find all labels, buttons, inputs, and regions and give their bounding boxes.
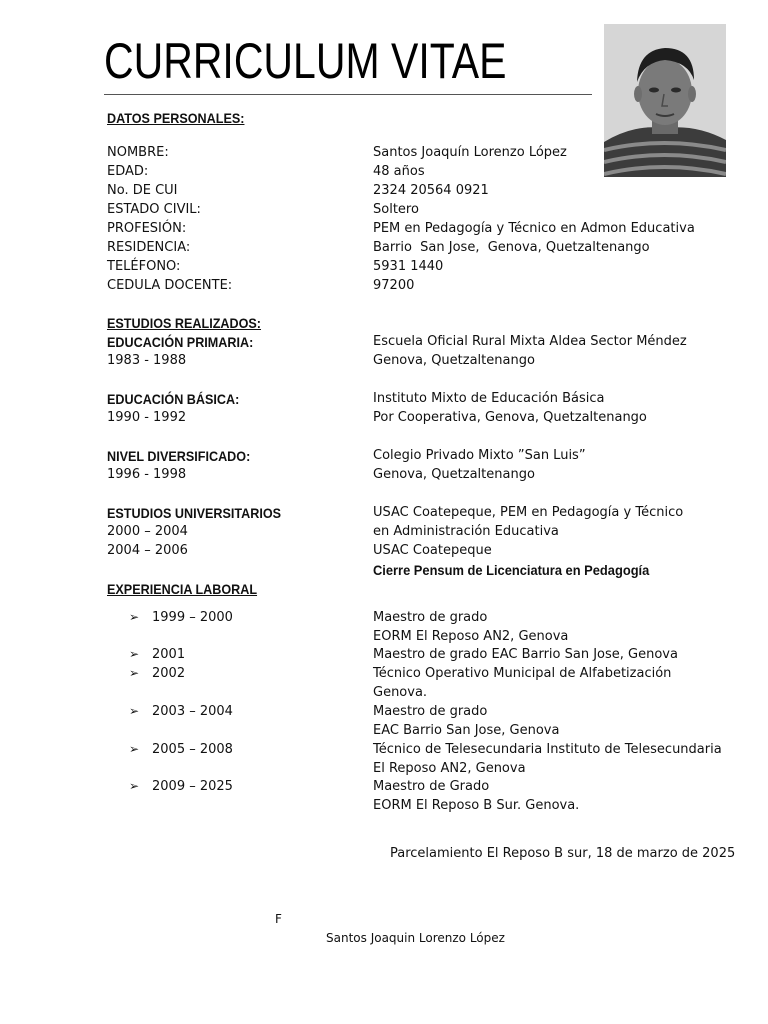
diversificado-years: 1996 - 1998 — [107, 467, 187, 482]
arrow-bullet-icon: ➢ — [129, 610, 140, 624]
experiencia-years: 2005 – 2008 — [152, 742, 233, 757]
universitarios-line1: USAC Coatepeque, PEM en Pedagogía y Técnico — [373, 505, 684, 520]
universitarios-label: ESTUDIOS UNIVERSITARIOS — [107, 505, 282, 521]
field-label-estado-civil: ESTADO CIVIL: — [107, 202, 201, 217]
field-label-cedula-docente: CEDULA DOCENTE: — [107, 278, 233, 293]
field-label-profesion: PROFESIÓN: — [107, 221, 187, 236]
experiencia-line2: EAC Barrio San Jose, Genova — [373, 723, 560, 738]
experiencia-years: 2001 — [152, 647, 186, 662]
section-heading-experiencia: EXPERIENCIA LABORAL — [107, 581, 258, 597]
signature-name: Santos Joaquin Lorenzo López — [326, 931, 505, 945]
field-value-edad: 48 años — [373, 164, 425, 179]
field-label-nombre: NOMBRE: — [107, 145, 169, 160]
experiencia-line2: Genova. — [373, 685, 428, 700]
diversificado-school: Colegio Privado Mixto ”San Luis” — [373, 448, 586, 463]
field-label-telefono: TELÉFONO: — [107, 259, 181, 274]
field-value-profesion: PEM en Pedagogía y Técnico en Admon Educativa — [373, 221, 695, 236]
diversificado-location: Genova, Quetzaltenango — [373, 467, 535, 482]
title-underline — [104, 94, 592, 95]
universitarios-years1: 2000 – 2004 — [107, 524, 188, 539]
arrow-bullet-icon: ➢ — [129, 666, 140, 680]
universitarios-years2: 2004 – 2006 — [107, 543, 188, 558]
field-value-residencia: Barrio San Jose, Genova, Quetzaltenango — [373, 240, 650, 255]
universitarios-line3: USAC Coatepeque — [373, 543, 492, 558]
field-label-cui: No. DE CUI — [107, 183, 178, 198]
portrait-illustration — [604, 24, 726, 177]
field-value-estado-civil: Soltero — [373, 202, 419, 217]
experiencia-years: 2009 – 2025 — [152, 779, 233, 794]
field-value-nombre: Santos Joaquín Lorenzo López — [373, 145, 567, 160]
experiencia-line1: Maestro de grado — [373, 610, 488, 625]
experiencia-years: 2002 — [152, 666, 186, 681]
experiencia-line1: Maestro de grado EAC Barrio San Jose, Genova — [373, 647, 678, 662]
universitarios-line2: en Administración Educativa — [373, 524, 559, 539]
primaria-label: EDUCACIÓN PRIMARIA: — [107, 334, 254, 350]
experiencia-line2: EORM El Reposo B Sur. Genova. — [373, 798, 580, 813]
place-date: Parcelamiento El Reposo B sur, 18 de marzo de 2025 — [390, 846, 736, 861]
basica-years: 1990 - 1992 — [107, 410, 187, 425]
document-title: CURRICULUM VITAE — [104, 33, 507, 89]
field-value-cui: 2324 20564 0921 — [373, 183, 489, 198]
field-value-telefono: 5931 1440 — [373, 259, 444, 274]
arrow-bullet-icon: ➢ — [129, 647, 140, 661]
basica-location: Por Cooperativa, Genova, Quetzaltenango — [373, 410, 647, 425]
section-heading-datos-personales: DATOS PERSONALES: — [107, 110, 245, 126]
universitarios-line4: Cierre Pensum de Licenciatura en Pedagogía — [373, 562, 650, 578]
field-label-residencia: RESIDENCIA: — [107, 240, 191, 255]
experiencia-years: 2003 – 2004 — [152, 704, 233, 719]
profile-photo — [604, 24, 726, 177]
experiencia-line1: Técnico de Telesecundaria Instituto de Telesecundaria — [373, 742, 722, 757]
experiencia-years: 1999 – 2000 — [152, 610, 233, 625]
primaria-years: 1983 - 1988 — [107, 353, 187, 368]
section-heading-estudios: ESTUDIOS REALIZADOS: — [107, 315, 262, 331]
arrow-bullet-icon: ➢ — [129, 742, 140, 756]
field-value-cedula-docente: 97200 — [373, 278, 415, 293]
experiencia-line1: Maestro de grado — [373, 704, 488, 719]
primaria-school: Escuela Oficial Rural Mixta Aldea Sector Méndez — [373, 334, 687, 349]
experiencia-line1: Técnico Operativo Municipal de Alfabetización — [373, 666, 672, 681]
arrow-bullet-icon: ➢ — [129, 704, 140, 718]
experiencia-line1: Maestro de Grado — [373, 779, 490, 794]
basica-school: Instituto Mixto de Educación Básica — [373, 391, 605, 406]
primaria-location: Genova, Quetzaltenango — [373, 353, 535, 368]
basica-label: EDUCACIÓN BÁSICA: — [107, 391, 240, 407]
signature-line: F______________________________________ — [275, 913, 510, 925]
field-label-edad: EDAD: — [107, 164, 149, 179]
experiencia-line2: EORM El Reposo AN2, Genova — [373, 629, 569, 644]
arrow-bullet-icon: ➢ — [129, 779, 140, 793]
experiencia-line2: El Reposo AN2, Genova — [373, 761, 526, 776]
diversificado-label: NIVEL DIVERSIFICADO: — [107, 448, 251, 464]
